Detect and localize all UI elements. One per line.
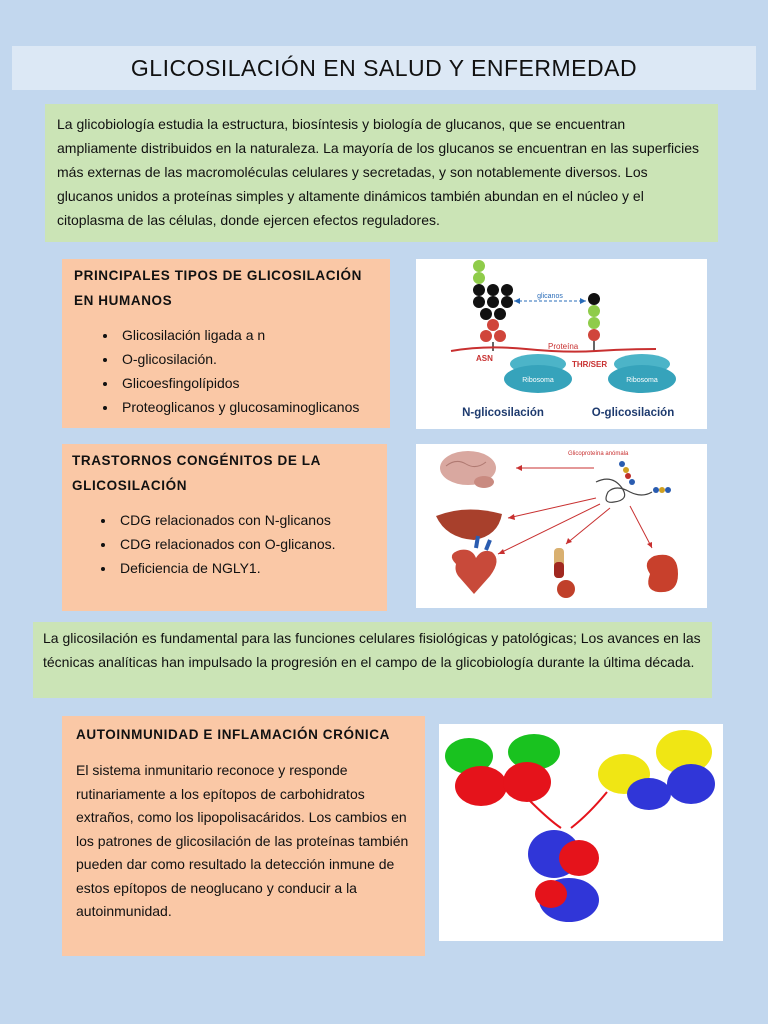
autoimmunity-heading: AUTOINMUNIDAD E INFLAMACIÓN CRÓNICA [76, 727, 390, 742]
list-item: • CDG relacionados con O-glicanos. [116, 532, 377, 556]
protein-label: Proteína [548, 342, 579, 351]
autoimmunity-body: El sistema inmunitario reconoce y responde rutinariamente a los epítopos de carbohidratos extraños, como los lipopolisacáridos. Los cambios en los patrones de glicosilación de las proteínas también pueden dar como resultado la detección inmune de estos epítopos de neoglucano y conducir a la autoinmunidad. [76, 762, 409, 919]
n-glycosylation-label: N-glicosilación [462, 407, 544, 419]
ribosome-label: Ribosoma [522, 377, 554, 384]
disorders-heading: TRASTORNOS CONGÉNITOS DE LA GLICOSILACIÓN [72, 453, 321, 493]
list-item: • Deficiencia de NGLY1. [116, 556, 377, 580]
glycosylation-diagram [416, 259, 707, 429]
thr-ser-label: THR/SER [572, 360, 608, 369]
glycans-label: glicanos [537, 293, 563, 300]
disorders-box [62, 444, 387, 611]
liver-icon [436, 509, 502, 540]
organs-diagram [416, 444, 707, 608]
intro-paragraph: La glicobiología estudia la estructura, biosíntesis y biología de glucanos, que se encuentran ampliamente distribuidos en la naturaleza. La mayoría de los glucanos se encuentran en las superficies más externas de las macromoléculas celulares y secretadas, y son notablemente diversos. Los glucanos unidos a proteínas simples y altamente dinámicos también abundan en el núcleo y el citoplasma de las células, donde ejercen efectos reguladores. [45, 104, 718, 242]
kidney-icon [647, 555, 678, 592]
ribosome-label: Ribosoma [626, 377, 658, 384]
glycoprotein-icon [596, 479, 652, 502]
list-item: • Glicoesfingolípidos [118, 371, 378, 395]
heart-icon [452, 550, 497, 594]
title-bar [12, 46, 756, 90]
types-box [62, 259, 390, 428]
types-heading: PRINCIPALES TIPOS DE GLICOSILACIÓN EN HUMANOS [74, 268, 362, 308]
page-title: GLICOSILACIÓN EN SALUD Y ENFERMEDAD [130, 54, 638, 81]
list-item: • O-glicosilación. [118, 347, 378, 371]
organs-caption: Glicoproteína anómala [568, 451, 629, 457]
o-glycosylation-label: O-glicosilación [591, 407, 675, 419]
middle-paragraph: La glicosilación es fundamental para las funciones celulares fisiológicas y patológicas; Los avances en las técnicas analíticas han impulsado la progresión en el campo de la glicobiología durante la última década. [33, 622, 712, 698]
disorders-list [72, 508, 377, 580]
list-item: • Glicosilación ligada a n [118, 323, 378, 347]
autoimmunity-box [62, 716, 425, 956]
types-list [74, 323, 378, 419]
list-item: • Proteoglicanos y glucosaminoglicanos [118, 395, 378, 419]
list-item: • CDG relacionados con N-glicanos [116, 508, 377, 532]
asn-label: ASN [476, 354, 493, 363]
antibody-structure-image [439, 724, 723, 941]
